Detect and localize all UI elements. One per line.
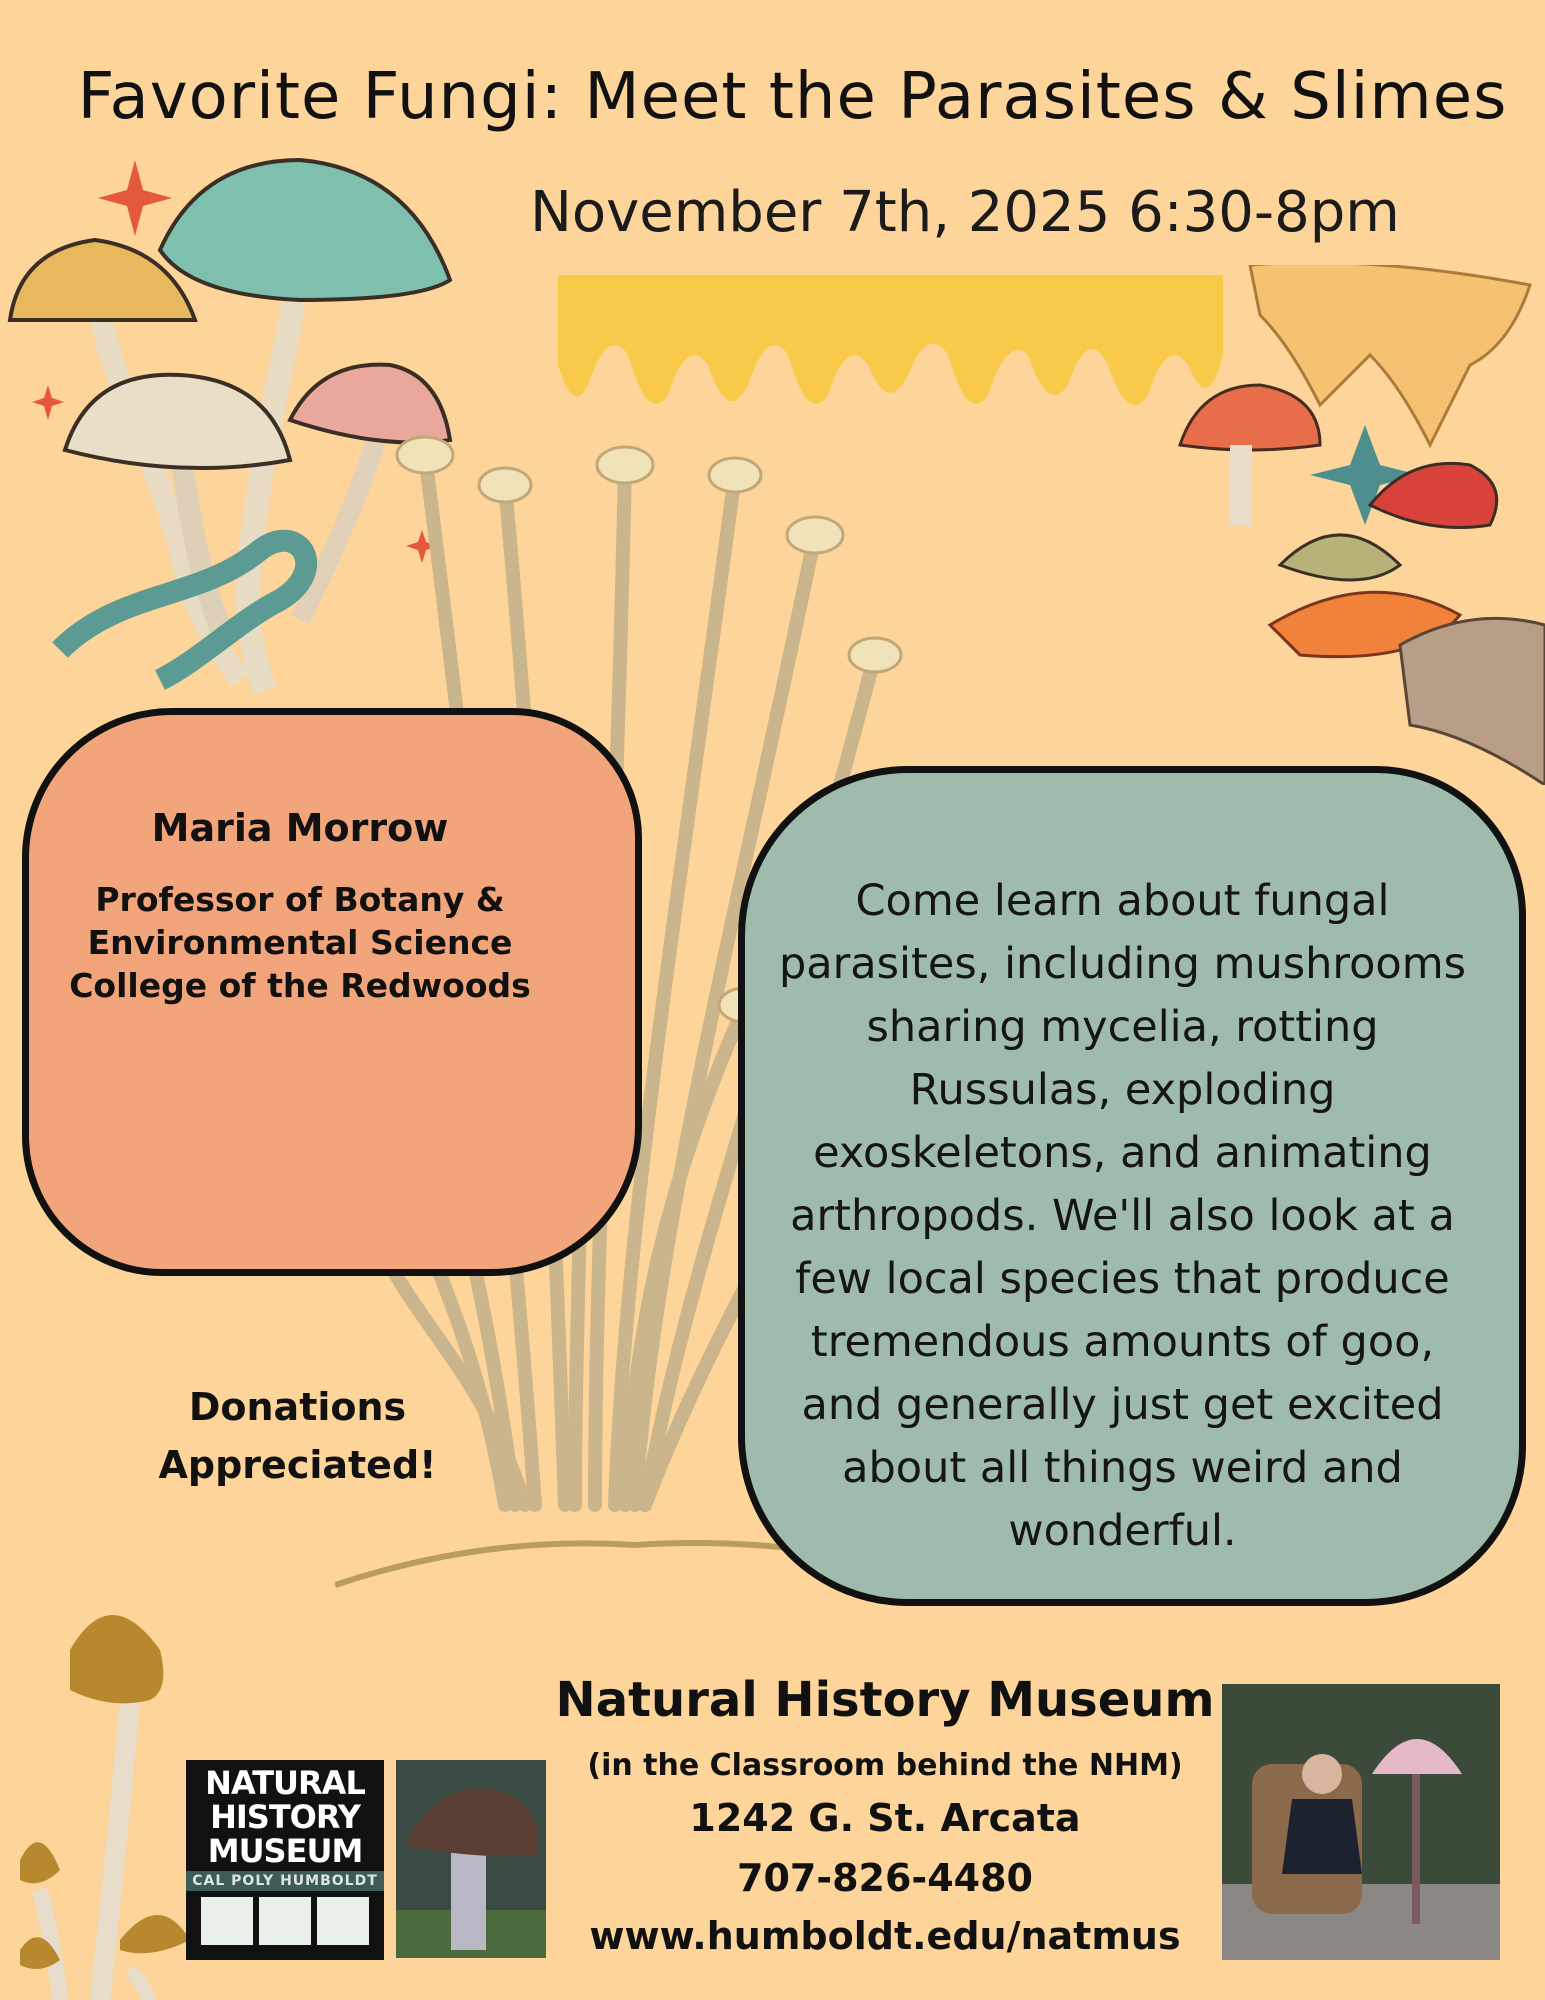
venue-website-link[interactable]: www.humboldt.edu/natmus — [589, 1914, 1181, 1958]
small-mushrooms-bottom-left-illustration — [0, 1590, 200, 2000]
speaker-affiliation: College of the Redwoods — [69, 966, 531, 1005]
venue-name: Natural History Museum — [555, 1672, 1215, 1728]
donations-note — [100, 1378, 495, 1494]
venue-address: 1242 G. St. Arcata — [689, 1796, 1081, 1840]
slime-drip-illustration — [558, 275, 1223, 425]
donations-line1: Donations — [188, 1385, 407, 1429]
mushroom-group-right-illustration — [1170, 265, 1545, 785]
speaker-role — [60, 878, 540, 1007]
logo-subtitle: CAL POLY HUMBOLDT — [186, 1871, 384, 1891]
logo-line1: NATURAL — [205, 1764, 365, 1802]
speaker-name: Maria Morrow — [151, 806, 449, 850]
logo-line3: MUSEUM — [207, 1832, 363, 1870]
event-date: November 7th, 2025 6:30-8pm — [530, 180, 1400, 245]
speaker-role-line2: Environmental Science — [87, 923, 513, 962]
logo-tile-hand-icon — [259, 1897, 311, 1945]
speaker-photo — [1222, 1684, 1500, 1960]
donations-line2: Appreciated! — [158, 1443, 437, 1487]
speaker-role-line1: Professor of Botany & — [95, 880, 505, 919]
venue-phone: 707-826-4480 — [737, 1856, 1033, 1900]
event-title: Favorite Fungi: Meet the Parasites & Slimes — [77, 60, 1508, 134]
logo-line2: HISTORY — [210, 1798, 360, 1836]
logo-tile-plant-icon — [317, 1897, 369, 1945]
event-description: Come learn about fungal parasites, including mushrooms sharing mycelia, rotting Russulas, exploding exoskeletons, and animating arthropods. We'll also look at a few local species that produce tremendous amounts of goo, and generally just get excited about all things weird and wonderful. — [778, 876, 1466, 1556]
museum-logo — [186, 1760, 384, 1960]
logo-tile-fern-icon — [201, 1897, 253, 1945]
logo-tiles — [186, 1897, 384, 1945]
venue-location-note: (in the Classroom behind the NHM) — [587, 1748, 1183, 1783]
mushroom-photo — [396, 1760, 546, 1958]
